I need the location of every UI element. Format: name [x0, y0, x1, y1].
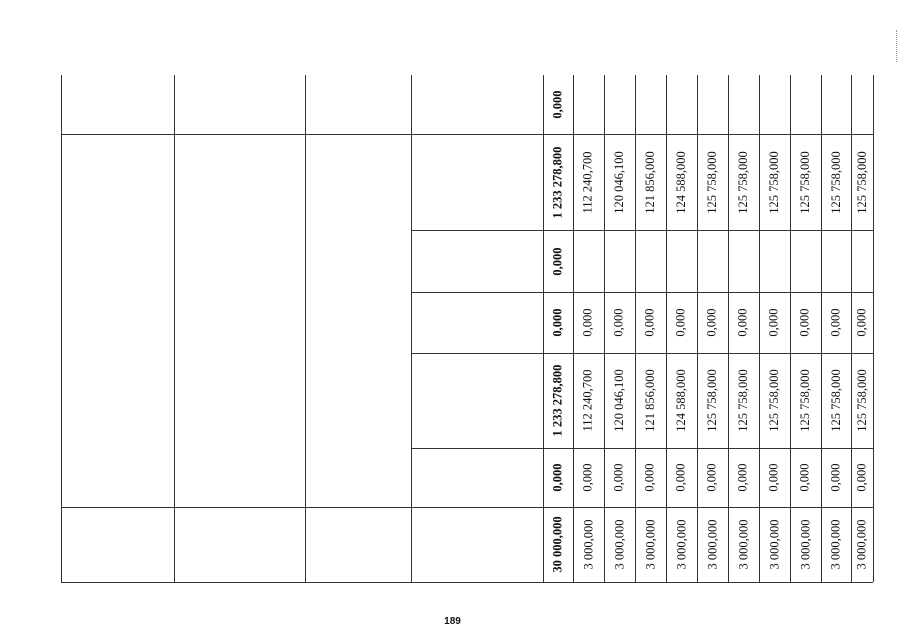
year-value: [790, 353, 821, 448]
year-value-text: 125 758,000: [705, 150, 719, 214]
year-value: [635, 292, 666, 353]
year-value: [728, 353, 759, 448]
year-value: [759, 353, 790, 448]
year-value: [604, 507, 635, 582]
event-label: [65, 75, 171, 134]
year-value: [851, 448, 873, 507]
grid-vline: [174, 75, 175, 582]
year-value-text: 3 000,000: [736, 519, 750, 570]
year-value: [851, 230, 873, 292]
year-value: [573, 292, 604, 353]
total-value-text: 0,000: [550, 90, 565, 119]
year-value: [851, 75, 873, 134]
year-value: [821, 507, 851, 582]
year-value: [635, 353, 666, 448]
page-number: 189: [444, 616, 461, 627]
year-value: [759, 230, 790, 292]
year-value-text: 120 046,100: [612, 369, 626, 432]
scan-edge-mark: [896, 30, 898, 62]
measure-name: [180, 507, 298, 586]
year-value: [697, 292, 728, 353]
total-value: [543, 507, 573, 582]
year-value: [604, 134, 635, 230]
funding-source: [418, 292, 540, 353]
year-value-text: 3 000,000: [798, 519, 812, 570]
year-value-text: 125 758,000: [828, 150, 843, 214]
executor-name: [311, 75, 407, 136]
year-value: [790, 507, 821, 582]
total-value: [543, 353, 573, 448]
year-value-text: 120 046,100: [612, 150, 626, 214]
total-value: [543, 134, 573, 230]
year-value: [573, 353, 604, 448]
total-value-text: 0,000: [550, 308, 565, 337]
year-value-text: 3 000,000: [854, 519, 869, 570]
grid-vline: [411, 75, 412, 582]
year-value: [759, 292, 790, 353]
year-value: [759, 134, 790, 230]
year-value-text: 3 000,000: [612, 519, 626, 570]
executor-name: [311, 134, 407, 507]
year-value: [604, 353, 635, 448]
year-value: [821, 292, 851, 353]
year-value-text: 125 758,000: [854, 369, 869, 432]
year-value-text: 0,000: [828, 463, 843, 492]
year-value-text: 125 758,000: [705, 369, 719, 432]
year-value: [728, 507, 759, 582]
year-value-text: 121 856,000: [643, 369, 657, 432]
event-label: [65, 507, 171, 582]
year-value-text: 0,000: [767, 308, 781, 337]
year-value-text: 121 856,000: [643, 150, 657, 214]
year-value: [697, 230, 728, 292]
total-value-text: 0,000: [550, 246, 565, 276]
year-value: [666, 134, 697, 230]
year-value-text: 0,000: [612, 463, 626, 492]
year-value-text: 3 000,000: [643, 519, 657, 570]
total-value-text: 1 233 278,800: [550, 146, 565, 218]
year-value: [573, 448, 604, 507]
year-value-text: 124 588,000: [674, 369, 688, 432]
funding-source: [418, 507, 540, 582]
total-value-text: 0,000: [550, 463, 565, 492]
year-value-text: 0,000: [581, 308, 595, 337]
executor-name: [311, 507, 407, 586]
year-value-text: 0,000: [674, 463, 688, 492]
year-value-text: 0,000: [643, 463, 657, 492]
year-value: [666, 507, 697, 582]
year-value-text: 0,000: [643, 308, 657, 337]
year-value: [635, 230, 666, 292]
year-value: [851, 507, 873, 582]
year-value: [573, 230, 604, 292]
year-value: [790, 292, 821, 353]
funding-source: [418, 448, 540, 507]
year-value-text: 125 758,000: [736, 150, 750, 214]
year-value-text: 125 758,000: [854, 150, 869, 214]
year-value-text: 0,000: [705, 463, 719, 492]
year-value-text: 0,000: [612, 308, 626, 337]
year-value-text: 125 758,000: [736, 369, 750, 432]
measure-name: [180, 134, 298, 507]
year-value-text: 0,000: [674, 308, 688, 337]
year-value: [604, 448, 635, 507]
year-value: [821, 448, 851, 507]
year-value: [728, 292, 759, 353]
year-value: [728, 75, 759, 134]
total-value-text: 1 233 278,800: [550, 364, 565, 437]
year-value-text: 0,000: [581, 463, 595, 492]
year-value: [666, 448, 697, 507]
year-value: [635, 507, 666, 582]
year-value-text: 112 240,700: [581, 150, 596, 214]
year-value: [759, 448, 790, 507]
total-value: [543, 75, 573, 134]
year-value: [851, 353, 873, 448]
year-value-text: 3 000,000: [705, 519, 719, 570]
year-value: [697, 507, 728, 582]
year-value: [604, 75, 635, 134]
year-value-text: 0,000: [798, 463, 812, 492]
total-value: [543, 230, 573, 292]
year-value-text: 125 758,000: [798, 369, 812, 432]
year-value: [635, 448, 666, 507]
year-value: [728, 230, 759, 292]
year-value: [573, 134, 604, 230]
year-value: [851, 292, 873, 353]
year-value-text: 125 758,000: [828, 369, 843, 432]
year-value: [851, 134, 873, 230]
year-value-text: 3 000,000: [767, 519, 781, 570]
year-value-text: 0,000: [767, 463, 781, 492]
year-value: [728, 134, 759, 230]
year-value-text: 125 758,000: [767, 150, 781, 214]
year-value: [790, 75, 821, 134]
year-value: [666, 353, 697, 448]
year-value: [697, 75, 728, 134]
year-value: [697, 134, 728, 230]
year-value: [728, 448, 759, 507]
year-value: [635, 75, 666, 134]
funding-source: [418, 75, 540, 134]
year-value-text: 0,000: [828, 308, 843, 337]
year-value-text: 125 758,000: [767, 369, 781, 432]
year-value-text: 0,000: [854, 463, 869, 492]
year-value-text: 3 000,000: [674, 519, 688, 570]
total-value: [543, 292, 573, 353]
year-value-text: 3 000,000: [828, 519, 843, 570]
grid-vline: [305, 75, 306, 582]
year-value: [759, 75, 790, 134]
year-value: [666, 75, 697, 134]
year-value: [666, 292, 697, 353]
funding-source: [418, 134, 540, 230]
year-value: [821, 230, 851, 292]
year-value-text: 0,000: [736, 463, 750, 492]
year-value-text: 0,000: [798, 308, 812, 337]
year-value: [604, 292, 635, 353]
measure-name: [180, 75, 298, 136]
year-value: [790, 448, 821, 507]
total-value-text: 30 000,000: [550, 516, 565, 573]
year-value: [573, 507, 604, 582]
grid-vline: [61, 75, 62, 582]
year-value: [790, 134, 821, 230]
year-value-text: 112 240,700: [581, 369, 596, 432]
event-label: [65, 134, 171, 507]
funding-source: [418, 353, 540, 448]
year-value: [821, 75, 851, 134]
total-value: [543, 448, 573, 507]
year-value: [635, 134, 666, 230]
grid-vline: [873, 75, 874, 582]
year-value: [697, 353, 728, 448]
year-value: [666, 230, 697, 292]
year-value-text: 0,000: [705, 308, 719, 337]
funding-source: [418, 230, 540, 292]
year-value: [759, 507, 790, 582]
year-value-text: 3 000,000: [581, 519, 595, 570]
year-value: [790, 230, 821, 292]
year-value-text: 0,000: [854, 308, 869, 337]
year-value: [821, 353, 851, 448]
year-value-text: 125 758,000: [798, 150, 812, 214]
year-value: [821, 134, 851, 230]
year-value: [573, 75, 604, 134]
year-value: [604, 230, 635, 292]
year-value: [697, 448, 728, 507]
year-value-text: 0,000: [736, 308, 750, 337]
year-value-text: 124 588,000: [674, 150, 688, 214]
